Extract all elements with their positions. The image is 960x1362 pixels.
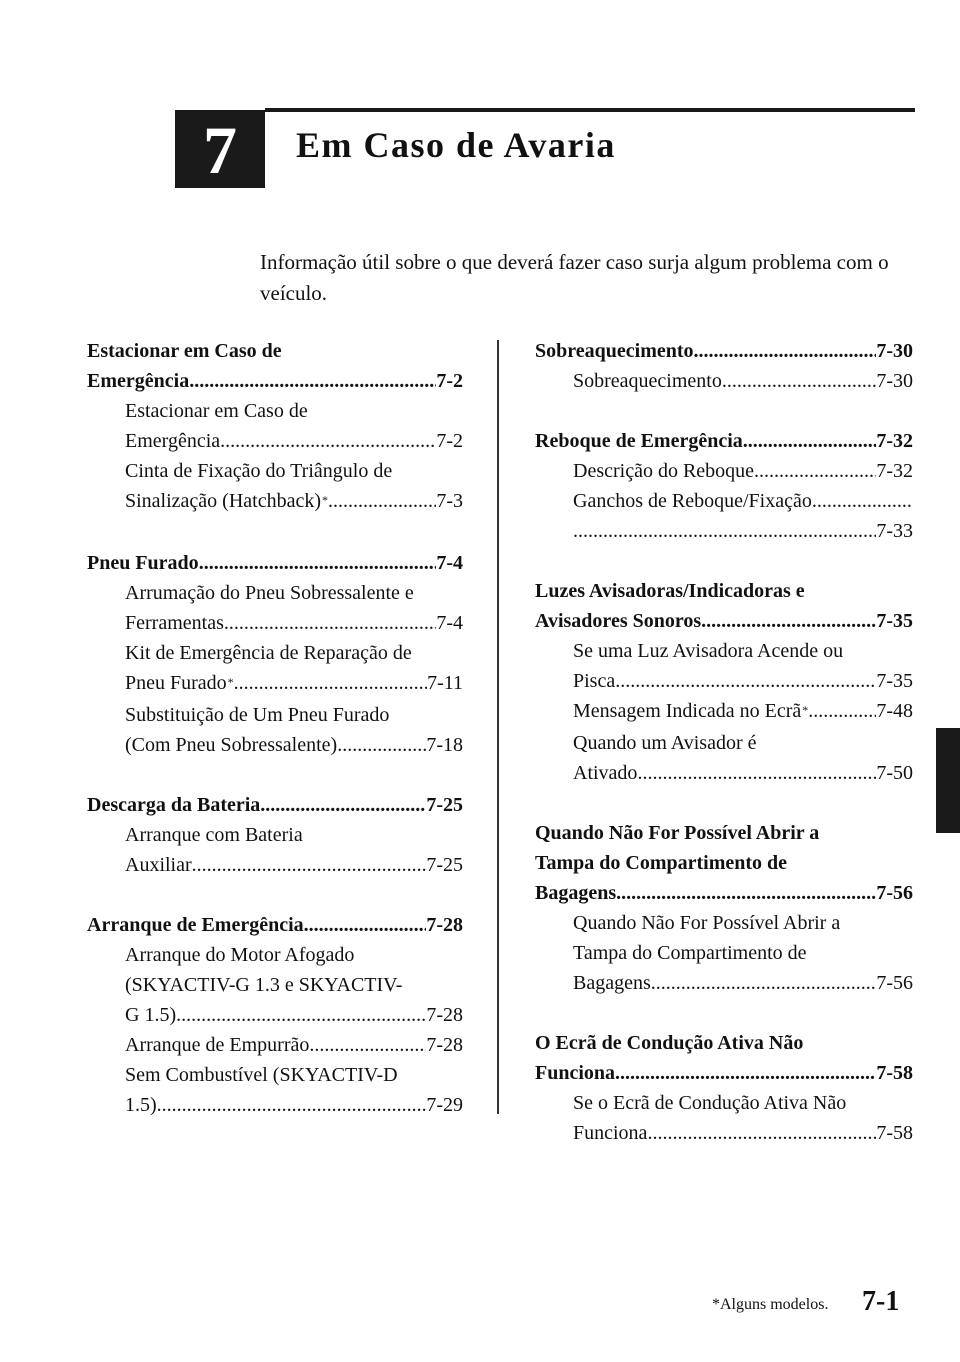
toc-section [535,336,913,396]
toc-page-ref: 7-56 [876,972,913,994]
toc-entry-line[interactable] [87,1090,463,1120]
toc-entry-text: Ferramentas [125,612,224,634]
toc-entry-text: Arranque do Motor Afogado [125,944,355,966]
dot-leader [157,1090,427,1120]
toc-entry-line[interactable] [87,730,463,760]
toc-entry-line[interactable] [535,758,913,788]
toc-page-ref: 7-29 [426,1094,463,1116]
toc-entry-line[interactable] [535,968,913,998]
toc-entry-line[interactable] [535,666,913,696]
toc-entry-text: Estacionar em Caso de [87,340,282,362]
toc-entry-line[interactable] [535,908,913,938]
toc-entry-line[interactable] [535,696,913,728]
dot-leader [337,730,426,760]
toc-entry-line[interactable] [535,938,913,968]
toc-entry-text: Sobreaquecimento [535,340,694,362]
toc-entry-text: Emergência [87,370,190,392]
chapter-intro: Informação útil sobre o que deverá fazer caso surja algum problema com o veículo. [260,250,889,305]
dot-leader [701,606,876,636]
toc-section [87,910,463,1120]
toc-entry-line[interactable] [87,396,463,426]
dot-leader [189,366,436,396]
dot-leader [754,456,876,486]
toc-page-ref: 7-48 [876,700,913,722]
toc-page-ref: 7-58 [876,1122,913,1144]
toc-entry-line[interactable] [535,1118,913,1148]
toc-entry-text: Cinta de Fixação do Triângulo de [125,460,393,482]
dot-leader [637,758,876,788]
toc-entry-line[interactable] [535,366,913,396]
toc-entry-line[interactable] [87,970,463,1000]
dot-leader [176,1000,426,1030]
toc-entry-text: Bagagens [573,972,651,994]
toc-entry-line[interactable] [87,820,463,850]
chapter-number-badge: 7 [175,110,265,188]
toc-entry-text: Sobreaquecimento [573,370,722,392]
toc-page-ref: 7-58 [876,1062,913,1084]
dot-leader [616,878,876,908]
toc-heading-line[interactable] [87,336,463,366]
toc-entry-text: Auxiliar [125,854,192,876]
toc-heading-line[interactable] [535,818,913,848]
toc-heading-line[interactable] [535,1028,913,1058]
chapter-side-tab [936,728,960,833]
toc-page-ref: 7-30 [876,370,913,392]
toc-page-ref: 7-2 [436,430,463,452]
toc-heading-line[interactable] [87,790,463,820]
toc-section [535,1028,913,1148]
toc-entry-line[interactable] [535,1088,913,1118]
toc-entry-line[interactable] [87,578,463,608]
toc-entry-text: Arranque com Bateria [125,824,303,846]
asterisk-marker: * [322,493,329,507]
toc-page-ref: 7-32 [876,430,913,452]
dot-leader [573,516,876,546]
dot-leader [812,486,913,516]
toc-entry-line[interactable] [535,516,913,546]
toc-entry-text: Pneu Furado [125,672,227,694]
toc-entry-text: Tampa do Compartimento de [535,852,788,874]
dot-leader [309,1030,426,1060]
toc-section [87,336,463,518]
toc-section [535,818,913,998]
toc-page-ref: 7-35 [876,610,913,632]
dot-leader [694,336,877,366]
toc-heading-line[interactable] [535,606,913,636]
toc-heading-line[interactable] [535,426,913,456]
dot-leader [722,366,876,396]
footnote: *Alguns modelos. [712,1296,829,1313]
toc-section [535,426,913,546]
dot-leader [224,608,436,638]
toc-entry-text: Funciona [535,1062,616,1084]
toc-heading-line[interactable] [87,910,463,940]
toc-page-ref: 7-18 [426,734,463,756]
toc-page-ref: 7-4 [436,552,463,574]
toc-entry-line[interactable] [87,940,463,970]
toc-entry-text: Luzes Avisadoras/Indicadoras e [535,580,805,602]
toc-entry-text: Emergência [125,430,221,452]
toc-entry-line[interactable] [535,728,913,758]
dot-leader [220,426,436,456]
toc-entry-text: Tampa do Compartimento de [573,942,807,964]
toc-entry-text: Kit de Emergência de Reparação de [125,642,412,664]
toc-page-ref: 7-33 [876,520,913,542]
toc-entry-line[interactable] [87,850,463,880]
toc-entry-text: Ganchos de Reboque/Fixação [573,490,812,512]
dot-leader [615,666,876,696]
dot-leader [199,548,437,578]
toc-entry-text: Quando um Avisador é [573,732,757,754]
toc-entry-line[interactable] [87,456,463,486]
dot-leader [304,910,427,940]
toc-entry-text: G 1.5) [125,1004,177,1026]
toc-page-ref: 7-28 [426,1034,463,1056]
toc-page-ref: 7-4 [436,612,463,634]
toc-page-ref: 7-3 [436,490,463,512]
toc-page-ref: 7-35 [876,670,913,692]
toc-heading-line[interactable] [535,878,913,908]
toc-page-ref: 7-28 [426,1004,463,1026]
toc-section [535,576,913,788]
toc-entry-text: Funciona [573,1122,648,1144]
dot-leader [647,1118,876,1148]
asterisk-marker: * [802,703,809,717]
toc-entry-text: O Ecrã de Condução Ativa Não [535,1032,804,1054]
toc-entry-line[interactable] [87,700,463,730]
toc-entry-line[interactable] [87,1030,463,1060]
toc-entry-line[interactable] [87,1060,463,1090]
dot-leader [328,486,436,516]
toc-right-column [535,336,913,1178]
toc-heading-line[interactable] [535,336,913,366]
toc-entry-text: Sinalização (Hatchback) [125,490,322,512]
toc-entry-line[interactable] [87,608,463,638]
dot-leader [192,850,427,880]
toc-entry-text: Arranque de Emergência [87,914,304,936]
toc-entry-text: Descarga da Bateria [87,794,261,816]
toc-entry-text: 1.5) [125,1094,157,1116]
chapter-title: Em Caso de Avaria [296,125,616,165]
toc-entry-text: Descrição do Reboque [573,460,755,482]
toc-page-ref: 7-2 [436,370,463,392]
toc-page-ref: 7-56 [876,882,913,904]
toc-entry-text: Quando Não For Possível Abrir a [535,822,820,844]
toc-entry-line[interactable] [87,638,463,668]
toc-entry-line[interactable] [87,426,463,456]
toc-left-column [87,336,463,1150]
toc-page-ref: 7-28 [426,914,463,936]
toc-heading-line[interactable] [535,1058,913,1088]
toc-entry-text: (Com Pneu Sobressalente) [125,734,338,756]
toc-entry-text: Reboque de Emergência [535,430,743,452]
toc-entry-text: (SKYACTIV-G 1.3 e SKYACTIV- [125,974,403,996]
toc-entry-line[interactable] [535,456,913,486]
dot-leader [234,668,427,698]
toc-page-ref: 7-50 [876,762,913,784]
toc-entry-text: Se o Ecrã de Condução Ativa Não [573,1092,847,1114]
toc-entry-text: Estacionar em Caso de [125,400,308,422]
dot-leader [260,790,426,820]
toc-entry-line[interactable] [87,668,463,700]
toc-entry-text: Arranque de Empurrão [125,1034,310,1056]
toc-entry-line[interactable] [535,486,913,516]
toc-entry-line[interactable] [87,1000,463,1030]
toc-entry-text: Ativado [573,762,638,784]
page-number: 7-1 [862,1286,900,1317]
toc-page-ref: 7-25 [426,854,463,876]
toc-entry-line[interactable] [535,636,913,666]
dot-leader [651,968,877,998]
toc-page-ref: 7-30 [876,340,913,362]
toc-page-ref: 7-11 [427,672,463,694]
toc-section [87,548,463,760]
asterisk-marker: * [227,675,234,689]
toc-entry-line[interactable] [87,486,463,518]
toc-section [87,790,463,880]
toc-page-ref: 7-32 [876,460,913,482]
toc-entry-text: Arrumação do Pneu Sobressalente e [125,582,414,604]
toc-entry-text: Mensagem Indicada no Ecrã [573,700,802,722]
toc-page-ref: 7-25 [426,794,463,816]
toc-heading-line[interactable] [87,366,463,396]
toc-entry-text: Pneu Furado [87,552,199,574]
toc-heading-line[interactable] [87,548,463,578]
dot-leader [808,696,876,726]
header-rule [265,108,915,112]
toc-entry-text: Substituição de Um Pneu Furado [125,704,390,726]
column-divider [497,340,499,1114]
toc-entry-text: Se uma Luz Avisadora Acende ou [573,640,844,662]
toc-entry-text: Pisca [573,670,616,692]
toc-entry-text: Avisadores Sonoros [535,610,702,632]
toc-entry-text: Bagagens [535,882,617,904]
toc-heading-line[interactable] [535,576,913,606]
toc-entry-text: Sem Combustível (SKYACTIV-D [125,1064,398,1086]
toc-entry-text: Quando Não For Possível Abrir a [573,912,841,934]
toc-heading-line[interactable] [535,848,913,878]
dot-leader [743,426,877,456]
dot-leader [615,1058,876,1088]
